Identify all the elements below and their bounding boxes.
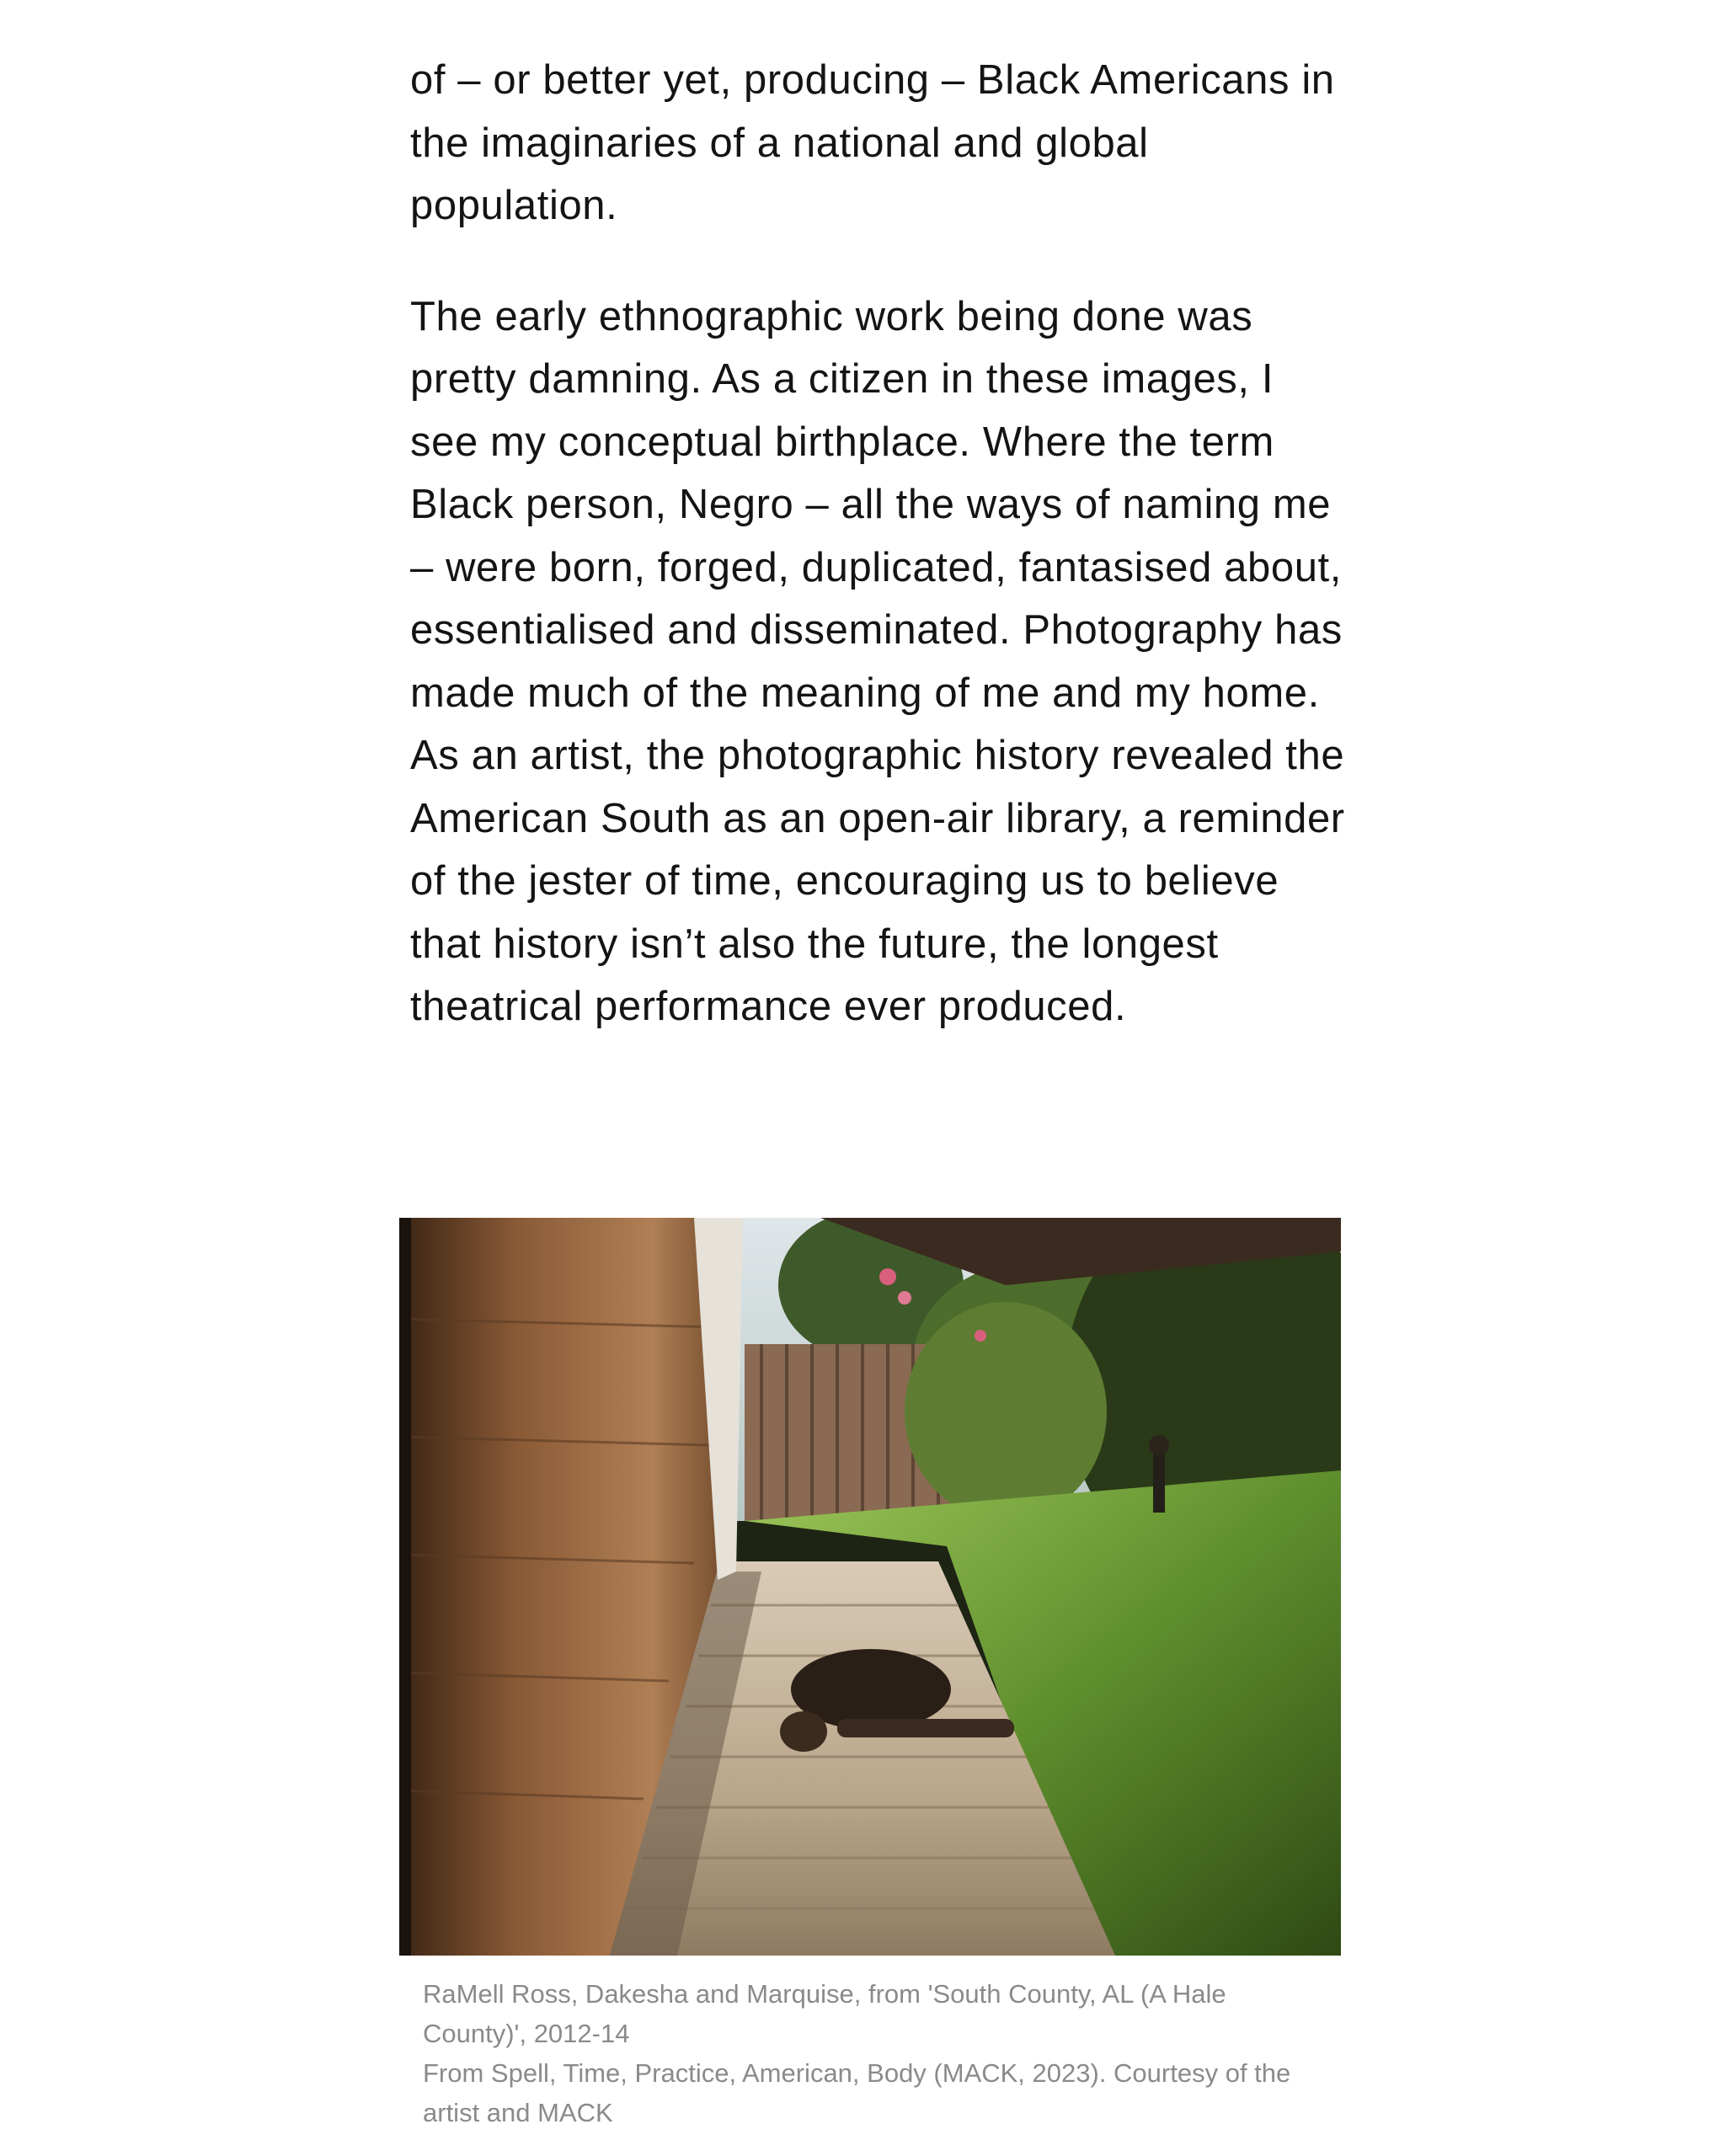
photo-illustration bbox=[399, 1218, 1341, 1956]
paragraph: The early ethnographic work being done was pretty damning. As a citizen in these images, I see my conceptual birthplace. Where the term Black person, Negro – all the ways of naming me – were born, forged, duplicated, fantasised about, essentialised and disseminated. Photography has made much of the meaning of me and my home. As an artist, the photographic history revealed the American South as an open-air library, a reminder of the jester of time, encouraging us to believe that history isn’t also the future, the longest theatrical performance ever produced. bbox=[410, 293, 1345, 1029]
paragraph: of – or better yet, producing – Black Americans in the imaginaries of a national and global population. bbox=[410, 57, 1335, 228]
caption-title: RaMell Ross, Dakesha and Marquise, from 'South County, AL (A Hale County)', 2012-14 bbox=[423, 1979, 1226, 2048]
photo-porch-scene[interactable] bbox=[399, 1218, 1341, 1956]
caption-credit: From Spell, Time, Practice, American, Body (MACK, 2023). Courtesy of the artist and MACK bbox=[423, 2058, 1291, 2127]
photo-caption bbox=[423, 1974, 1299, 2132]
article-body bbox=[410, 49, 1354, 1086]
figure bbox=[399, 1218, 1341, 2132]
